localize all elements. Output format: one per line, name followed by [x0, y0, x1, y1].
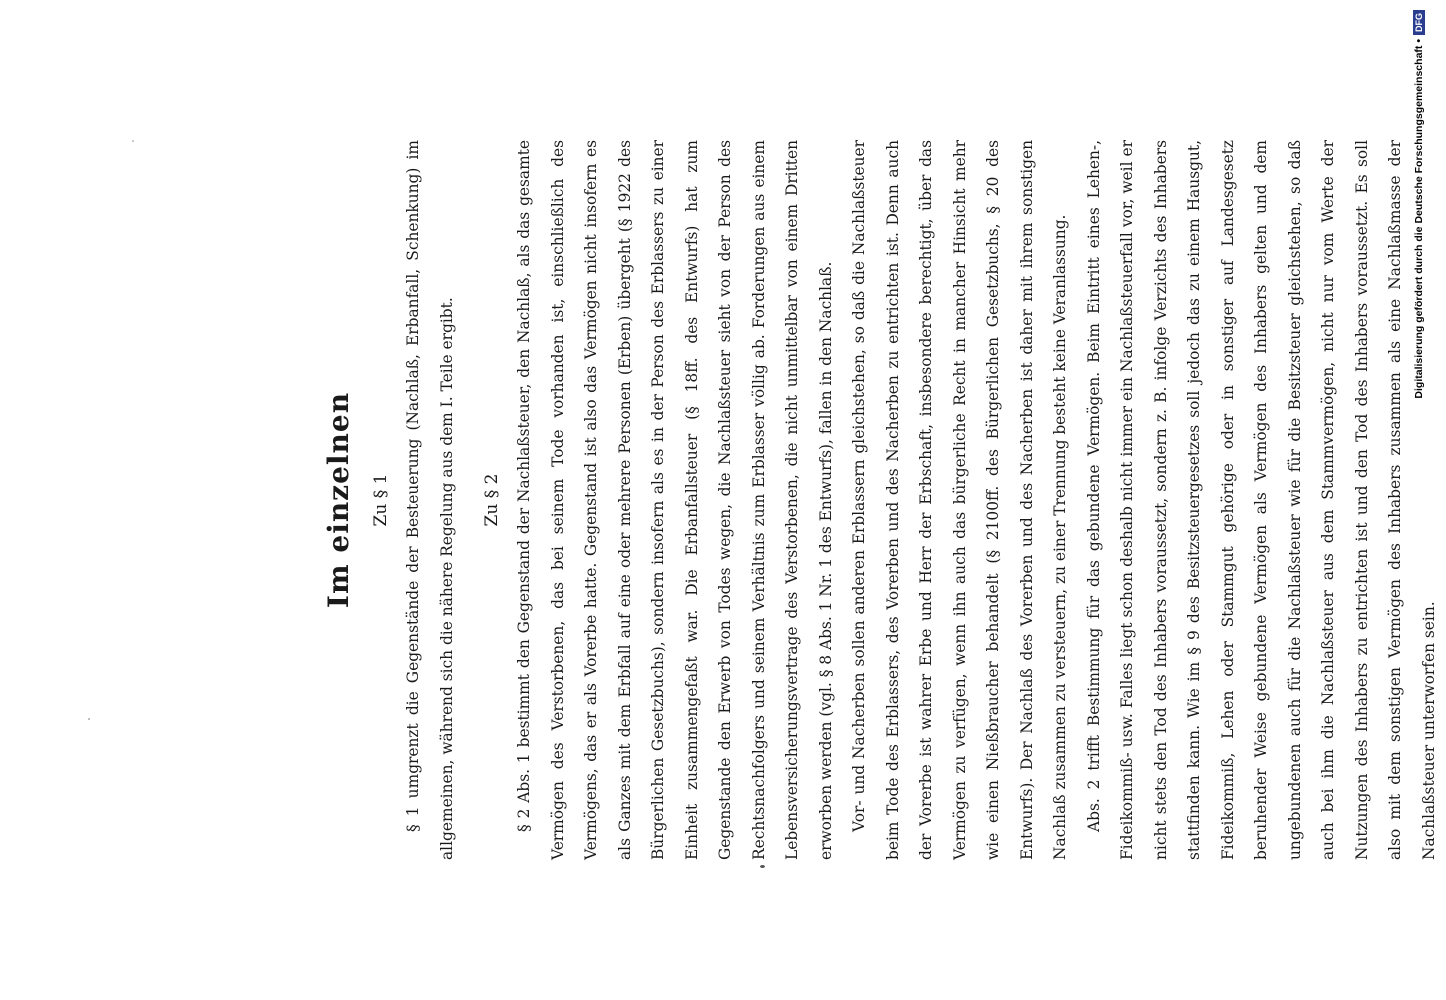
dfg-logo: DFG [1413, 10, 1425, 35]
section-title: Zu § 2 [482, 473, 502, 527]
scan-speck [132, 140, 134, 142]
section-2 [482, 140, 1446, 860]
credit-line [1408, 10, 1430, 410]
paragraph: Vor- und Nacherben sollen anderen Erblassern gleichstehen, so daß die Nachlaßsteuer beim Tode des Erblassers, des Vorerben und des Nacherben zu entrichten ist. Denn auch der Vorerbe ist wahrer Erbe und Herr der Erbschaft, insbesondere berechtigt, über das Vermögen zu verfügen, wenn ihn auch das bürgerliche Recht in mancher Hinsicht mehr wie einen Nießbraucher behandelt (§ 2100ff. des Bürgerlichen Gesetzbuchs, § 20 des Entwurfs). Der Nachlaß des Vorerben und des Nacherben ist daher mit ihrem sonstigen Nachlaß zusammen zu versteuern, zu einer Trennung besteht keine Veranlassung. [850, 140, 1069, 860]
document-body [300, 140, 1446, 860]
section-title: Zu § 1 [371, 473, 391, 527]
section-1 [371, 140, 464, 860]
digitization-credit [1408, 10, 1430, 410]
paragraph: Abs. 2 trifft Bestimmung für das gebundene Vermögen. Beim Eintritt eines Lehen-, Fideikommiß- usw. Falles liegt schon deshalb nicht immer ein Nachlaßsteuerfall vor, weil er nicht stets den Tod des Inhabers voraussetzt, sondern z. B. infolge Verzichts des Inhabers stattfinden kann. Wie im § 9 des Besitzsteuergesetzes soll jedoch das zu einem Hausgut, Fideikommiß, Lehen oder Stammgut gehörige oder in sonstiger auf Landesgesetz beruhender Weise gebundene Vermögen als Vermögen des Inhabers gelten und dem ungebundenen auch für die Nachlaßsteuer wie für die Besitzsteuer gleichstehen, so daß auch bei ihm die Nachlaßsteuer aus dem Stammvermögen, nicht nur vom Werte der Nutzungen des Inhabers zu entrichten ist und den Tod des Inhabers voraussetzt. Es soll also mit dem sonstigen Vermögen des Inhabers zusammen als eine Nachlaßmasse der Nachlaßsteuer unterworfen sein. [1084, 140, 1438, 860]
paragraph: § 2 Abs. 1 bestimmt den Gegenstand der Nachlaßsteuer, den Nachlaß, als das gesamte Vermögen des Verstorbenen, das bei seinem Tode vorhanden ist, einschließlich des Vermögens, das er als Vorerbe hatte. Gegenstand ist also das Vermögen nicht insofern es als Ganzes mit dem Erbfall auf eine oder mehrere Personen (Erben) übergeht (§ 1922 des Bürgerlichen Gesetzbuchs), sondern insofern als es in der Person des Erblassers zu einer Einheit zusammengefaßt war. Die Erbanfallsteuer (§ 18ff. des Entwurfs) hat zum Gegenstande den Erwerb von Todes wegen, die Nachlaßsteuer sieht von der Person des Rechtsnachfolgers und seinem Verhältnis zum Erblasser völlig ab. Forderungen aus einem Lebensversicherungsvertrage des Verstorbenen, die nicht unmittelbar von einem Dritten erworben werden (vgl. § 8 Abs. 1 Nr. 1 des Entwurfs), fallen in den Nachlaß. [515, 140, 835, 860]
scan-speck [760, 865, 765, 868]
page-heading: Im einzelnen [322, 391, 355, 609]
scan-speck [88, 718, 90, 720]
paragraph: § 1 umgrenzt die Gegenstände der Besteuerung (Nachlaß, Erbanfall, Schenkung) im allgemeinen, während sich die nähere Regelung aus dem I. Teile ergibt. [404, 140, 456, 860]
spacer [464, 140, 472, 860]
credit-text: Digitalisierung gefördert durch die Deutsche Forschungsgemeinschaft • [1413, 39, 1425, 399]
